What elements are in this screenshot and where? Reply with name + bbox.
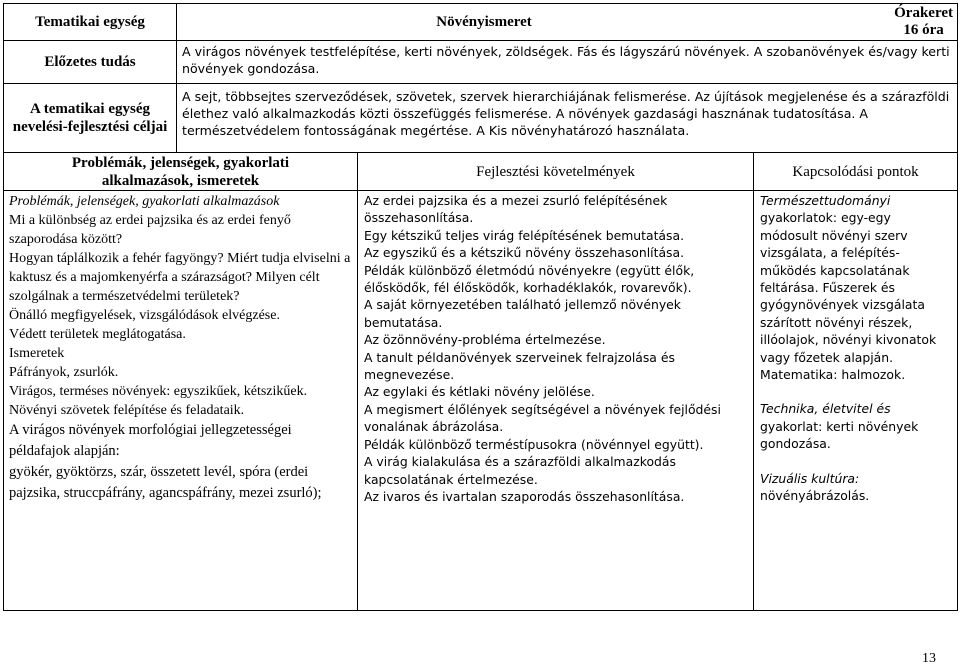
morphology-line-1: A virágos növények morfológiai jellegzetességei példafajok alapján: <box>9 422 292 459</box>
unit-title-cell <box>177 4 958 41</box>
req-1: Az erdei pajzsika és a mezei zsurló felépítésének összehasonlítása. <box>364 193 668 226</box>
knowledge-subheading: Ismeretek <box>9 346 65 361</box>
science-text: gyakorlatok: egy-egy módosult növényi szerv vizsgálata, a felépítés-működés kapcsolatának feltárása. Fűszerek és gyógynövények vizsgálata szárított növényi részek, illóolajok, növényi kivonatok vagy főzetek alapján. <box>760 210 937 365</box>
hours-value: 16 óra <box>903 22 944 38</box>
subject-technology: Technika, életvitel és <box>760 401 891 417</box>
req-9: A megismert élőlények segítségével a növények fejlődési vonalának ábrázolása. <box>364 401 721 435</box>
problem-line-4: Védett területek meglátogatása. <box>9 327 186 342</box>
unit-label: Tematikai egység <box>4 4 177 41</box>
problem-line-2: Hogyan táplálkozik a fehér fagyöngy? Miért tudja elviselni a kaktusz és a majomkenyérfa a szárazságot? Milyen célt szolgálnak a természetvédelmi területek? <box>9 251 351 304</box>
curriculum-table <box>3 3 958 611</box>
req-5: A saját környezetében található jellemző növények bemutatása. <box>364 297 681 330</box>
req-12: Az ivaros és ivartalan szaporodás összehasonlítása. <box>364 488 685 504</box>
problems-subheading: Problémák, jelenségek, gyakorlati alkalmazások <box>9 194 280 209</box>
knowledge-line-1: Páfrányok, zsurlók. <box>9 365 119 380</box>
knowledge-line-2: Virágos, terméses növények: egyszikűek, kétszikűek. <box>9 384 308 399</box>
col2-header: Fejlesztési követelmények <box>358 153 754 191</box>
goals-label: A tematikai egység nevelési-fejlesztési céljai <box>4 84 177 153</box>
req-11: A virág kialakulása és a szárazföldi alkalmazkodás kapcsolatának értelmezése. <box>364 454 676 487</box>
problems-knowledge-cell <box>4 191 358 611</box>
visual-arts-text: növényábrázolás. <box>760 488 870 504</box>
problem-line-1: Mi a különbség az erdei pajzsika és az erdei fenyő szaporodása között? <box>9 213 291 247</box>
unit-title: Növényismeret <box>436 14 532 30</box>
technology-text: gyakorlat: kerti növények gondozása. <box>760 418 919 452</box>
req-7: A tanult példanövények szerveinek felrajzolása és megnevezése. <box>364 349 675 383</box>
req-2: Egy kétszikű teljes virág felépítésének bemutatása. <box>364 227 685 243</box>
subject-visual-arts: Vizuális kultúra: <box>760 470 860 486</box>
goals-text: A sejt, többsejtes szerveződések, szövetek, szervek hierarchiájának felismerése. Az újítások megjelenése és a szárazföldi élethez való alkalmazkodás közti összefüggés felismerése. A növények gazdasági hasznának tudatosítása. A természetvédelem fontosságának megértése. A Kis növényhatározó használata. <box>177 84 958 153</box>
req-10: Példák különböző terméstípusokra (növénnyel együtt). <box>364 436 704 452</box>
req-3: Az egyszikű és a kétszikű növény összehasonlítása. <box>364 245 685 261</box>
req-8: Az egylaki és kétlaki növény jelölése. <box>364 384 595 400</box>
knowledge-line-3: Növényi szövetek felépítése és feladataik. <box>9 403 245 418</box>
hours-block <box>894 5 957 39</box>
subject-science: Természettudományi <box>760 193 891 208</box>
morphology-line-2: gyökér, gyöktörzs, szár, összetett levél, spóra (erdei pajzsika, struccpáfrány, agancspáfrány, mezei zsurló); <box>9 464 322 501</box>
connections-cell <box>754 191 958 611</box>
problem-line-3: Önálló megfigyelések, vizsgálódások elvégzése. <box>9 308 280 323</box>
prior-knowledge-text: A virágos növények testfelépítése, kerti növények, zöldségek. Fás és lágyszárú növények. A szobanövények és/vagy kerti növények gondozása. <box>177 41 958 84</box>
col3-header: Kapcsolódási pontok <box>754 153 958 191</box>
math-text: Matematika: halmozok. <box>760 367 906 383</box>
req-6: Az özönnövény-probléma értelmezése. <box>364 332 606 348</box>
req-4: Példák különböző életmódú növényekre (együtt élők, élősködők, fél élősködők, korhadéklakók, rovarevők). <box>364 262 695 296</box>
prior-knowledge-label: Előzetes tudás <box>4 41 177 84</box>
requirements-cell <box>358 191 754 611</box>
page-number: 13 <box>922 651 936 666</box>
hours-label: Órakeret <box>894 5 953 21</box>
col1-header: Problémák, jelenségek, gyakorlati alkalmazások, ismeretek <box>4 153 358 191</box>
